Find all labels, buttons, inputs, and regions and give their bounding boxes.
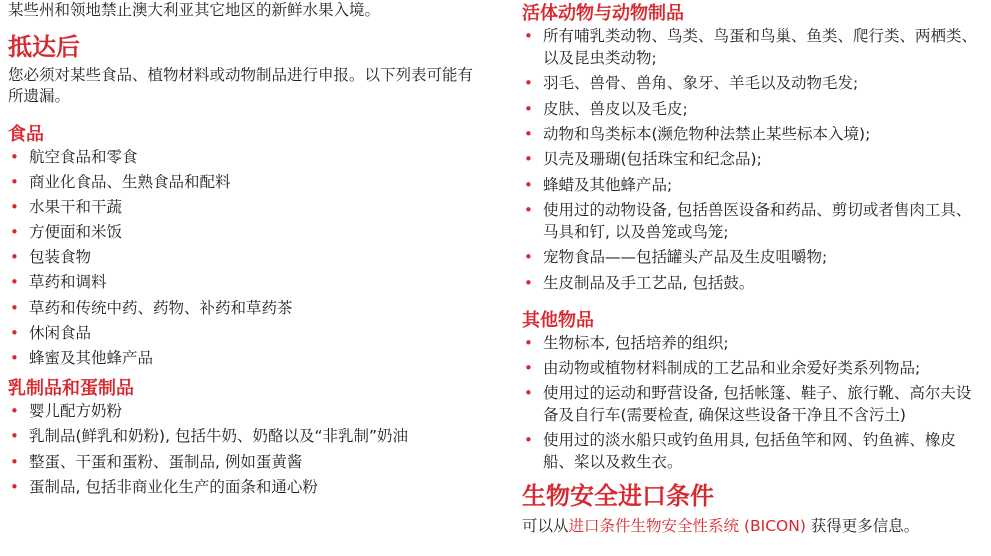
list-item: • 由动物或植物材料制成的工艺品和业余爱好类系列物品; [522,358,984,380]
list-item: • 婴儿配方奶粉 [8,401,488,423]
bullet-icon: • [524,431,533,450]
bullet-icon: • [524,27,533,45]
list-item: • 贝壳及珊瑚(包括珠宝和纪念品); [522,149,984,171]
list-item: • 动物和鸟类标本(濒危物种法禁止某些标本入境); [522,124,984,146]
bullet-icon: • [524,201,533,220]
bullet-icon: • [10,323,19,342]
list-item: • 包装食物 [8,247,488,269]
biosecurity-text-before: 可以从 [522,517,569,536]
bullet-icon: • [10,402,19,421]
list-item: • 草药和传统中药、药物、补药和草药茶 [8,298,488,320]
biosecurity-text [522,516,984,537]
list-item: • 生物标本, 包括培养的组织; [522,333,984,355]
left-column [8,0,488,502]
bullet-icon: • [10,148,19,166]
list-item: • 航空食品和零食 [8,147,488,169]
dairy-list [8,401,488,498]
list-item: • 所有哺乳类动物、鸟类、鸟蛋和鸟巢、鱼类、爬行类、两栖类、以及昆虫类动物; [524,27,978,67]
dairy-heading: 乳制品和蛋制品 [8,378,134,400]
bullet-icon: • [524,384,533,403]
list-item: • 蜂蜜及其他蜂产品 [8,348,488,370]
list-item: • 整蛋、干蛋和蛋粉、蛋制品, 例如蛋黄酱 [8,452,488,474]
food-heading: 食品 [8,124,44,145]
list-item: • 使用过的动物设备, 包括兽医设备和药品、剪切或者售肉工具、马具和钉, 以及兽笼或鸟笼; [524,201,972,241]
bullet-icon: • [10,223,19,242]
bullet-icon: • [524,124,533,143]
list-item: • 使用过的淡水船只或钓鱼用具, 包括鱼竿和网、钓鱼裤、橡皮船、桨以及救生衣。 [524,431,956,472]
intro-text: 某些州和领地禁止澳大利亚其它地区的新鲜水果入境。 [8,1,381,19]
bullet-icon: • [10,477,19,496]
bullet-icon: • [524,99,533,118]
bullet-icon: • [524,333,533,352]
bullet-icon: • [524,175,533,194]
list-item: • 休闲食品 [8,323,488,345]
list-item: • 宠物食品——包括罐头产品及生皮咀嚼物; [522,247,984,269]
bullet-icon: • [10,452,19,471]
list-item: • 羽毛、兽骨、兽角、象牙、羊毛以及动物毛发; [522,73,984,95]
bullet-icon: • [10,348,19,367]
food-list [8,147,488,369]
biosecurity-heading: 生物安全进口条件 [522,482,714,511]
animals-list [522,26,984,295]
other-list [522,333,984,475]
bullet-icon: • [10,298,19,317]
list-item: • 方便面和米饭 [8,222,488,244]
bullet-icon: • [10,273,19,292]
list-item: • 商业化食品、生熟食品和配料 [8,172,488,194]
other-heading: 其他物品 [522,309,594,331]
list-item: • 蜂蜡及其他蜂产品; [522,175,984,197]
bullet-icon: • [524,248,533,267]
list-item: • 皮肤、兽皮以及毛皮; [522,99,984,121]
right-column [522,0,984,537]
arrival-text: 您必须对某些食品、植物材料或动物制品进行申报。以下列表可能有所遗漏。 [8,66,474,105]
arrival-heading: 抵达后 [8,33,80,61]
bullet-icon: • [524,150,533,169]
bicon-link[interactable]: 进口条件生物安全性系统 (BICON) [568,517,806,536]
list-item: • 蛋制品, 包括非商业化生产的面条和通心粉 [8,477,488,499]
bullet-icon: • [524,273,533,292]
list-item: • 生皮制品及手工艺品, 包括鼓。 [522,273,984,295]
animals-heading: 活体动物与动物制品 [522,3,684,24]
list-item: • 乳制品(鲜乳和奶粉), 包括牛奶、奶酪以及“非乳制”奶油 [8,426,488,448]
list-item: • 草药和调料 [8,272,488,294]
bullet-icon: • [10,173,19,192]
bullet-icon: • [10,248,19,267]
bullet-icon: • [524,74,533,93]
bullet-icon: • [10,198,19,217]
list-item: • 使用过的运动和野营设备, 包括帐篷、鞋子、旅行靴、高尔夫设备及自行车(需要检查, 确保这些设备干净且不含污土) [524,384,972,425]
bullet-icon: • [10,427,19,446]
biosecurity-text-after: 获得更多信息。 [805,517,920,536]
list-item: • 水果干和干蔬 [8,197,488,219]
bullet-icon: • [524,358,533,377]
